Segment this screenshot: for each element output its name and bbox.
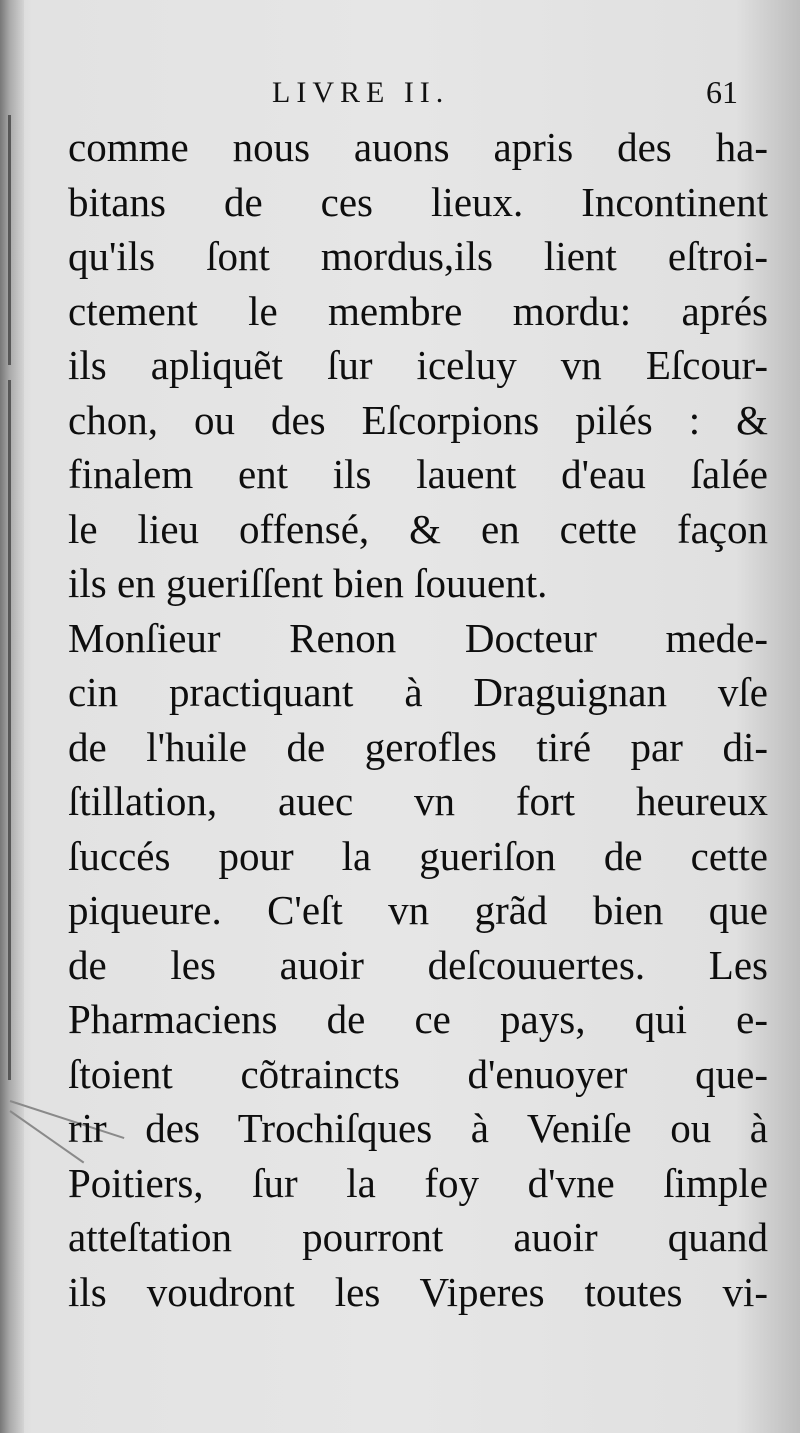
text-line: rir des Trochiſques à Veniſe ou à	[68, 1105, 768, 1151]
text-line: ſuccés pour la gueriſon de cette	[68, 832, 768, 879]
text-line: piqueure. C'eſt vn grãd bien que	[68, 887, 768, 933]
text-line: ſtoient cõtraincts d'enuoyer que-	[68, 1050, 768, 1097]
text-line: ctement le membre mordu: aprés	[68, 287, 768, 334]
page-number: 61	[706, 74, 738, 110]
text-line: ils apliquẽt ſur iceluy vn Eſcour-	[68, 342, 768, 388]
page-binding-edge	[0, 0, 24, 1433]
text-line: bitans de ces lieux. Incontinent	[68, 178, 768, 225]
text-line: ils en gueriſſent bien ſouuent.	[68, 560, 548, 606]
text-line: atteſtation pourront auoir quand	[68, 1214, 768, 1260]
text-line: qu'ils ſont mordus,ils lient eſtroi-	[68, 233, 768, 279]
text-line: ſtillation, auec vn fort heureux	[68, 778, 768, 824]
binding-stitch	[8, 115, 11, 365]
text-line: de l'huile de gerofles tiré par di-	[68, 723, 768, 770]
page-header	[0, 76, 800, 120]
binding-stitch	[8, 380, 11, 1080]
text-line: Monſieur Renon Docteur mede-	[68, 614, 768, 661]
text-line: Poitiers, ſur la foy d'vne ſimple	[68, 1159, 768, 1206]
text-line: de les auoir deſcouuertes. Les	[68, 941, 768, 988]
running-head: LIVRE II.	[272, 76, 450, 109]
text-line: comme nous auons apris des ha-	[68, 124, 768, 170]
body-text	[68, 120, 768, 1319]
text-line: le lieu offensé, & en cette façon	[68, 505, 768, 552]
text-line: cin practiquant à Draguignan vſe	[68, 669, 768, 715]
text-line: Pharmaciens de ce pays, qui e-	[68, 996, 768, 1042]
text-line: chon, ou des Eſcorpions pilés : &	[68, 396, 768, 443]
text-line: ils voudront les Viperes toutes vi-	[68, 1268, 768, 1315]
text-line: finalem ent ils lauent d'eau ſalée	[68, 451, 768, 497]
